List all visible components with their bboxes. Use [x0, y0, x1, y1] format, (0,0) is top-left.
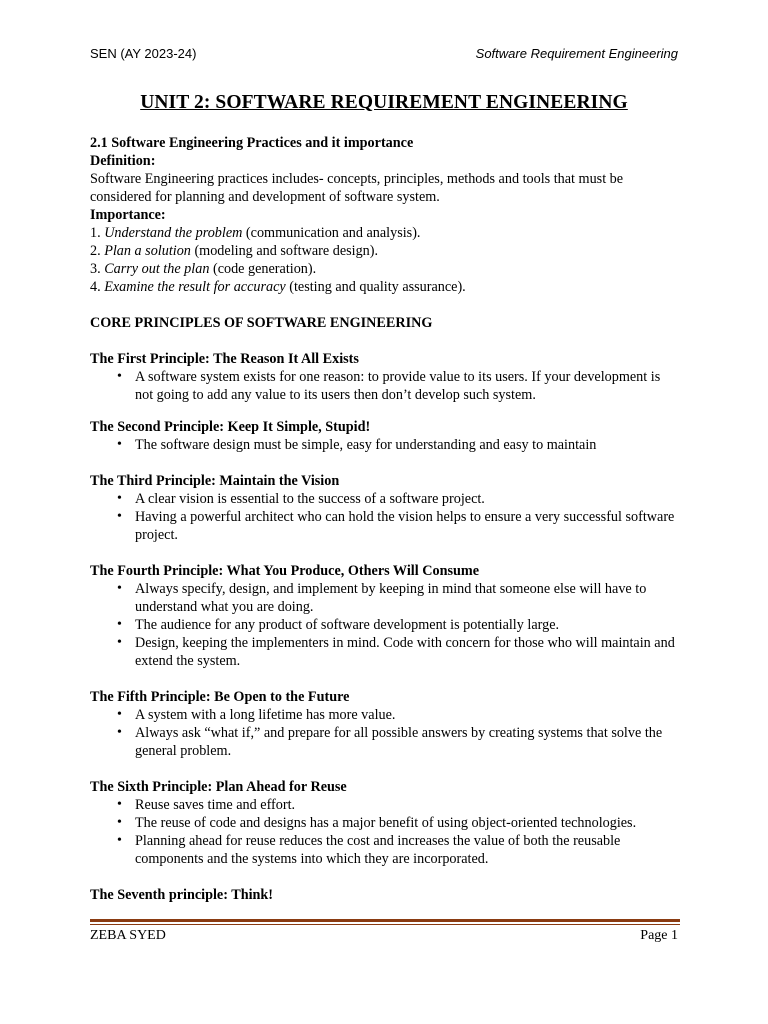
- header-subject-title: Software Requirement Engineering: [475, 46, 678, 61]
- bullet-item: • Design, keeping the implementers in mind. Code with concern for those who will maintain and extend the system.: [135, 634, 680, 670]
- item-detail: (communication and analysis).: [242, 225, 421, 241]
- definition-text: Software Engineering practices includes- concepts, principles, methods and tools that must be considered for planning and development of software system.: [90, 171, 624, 205]
- item-detail: (modeling and software design).: [190, 243, 379, 259]
- footer-author: ZEBA SYED: [90, 928, 166, 943]
- definition-label: Definition:: [90, 153, 156, 169]
- document-body: [90, 134, 680, 904]
- header-course-code: SEN (AY 2023-24): [90, 46, 197, 61]
- item-number: 2.: [90, 243, 105, 259]
- item-emphasis: Carry out the plan: [104, 261, 210, 277]
- bullet-item: • Reuse saves time and effort.: [135, 796, 680, 814]
- bullet-item: • Planning ahead for reuse reduces the cost and increases the value of both the reusable components and the systems into which they are incorporated.: [135, 832, 680, 868]
- importance-item: [90, 260, 680, 278]
- page-title: UNIT 2: SOFTWARE REQUIREMENT ENGINEERING: [140, 92, 628, 113]
- item-emphasis: Examine the result for accuracy: [104, 279, 286, 295]
- principle-heading-2: The Second Principle: Keep It Simple, Stupid!: [90, 419, 371, 435]
- footer-page-number: Page 1: [640, 928, 678, 943]
- principle-bullets-5: [90, 706, 680, 760]
- item-detail: (testing and quality assurance).: [285, 279, 466, 295]
- principle-heading-5: The Fifth Principle: Be Open to the Future: [90, 689, 350, 705]
- item-number: 4.: [90, 279, 105, 295]
- bullet-item: • Always ask “what if,” and prepare for all possible answers by creating systems that solve the general problem.: [135, 724, 680, 760]
- bullet-item: • A clear vision is essential to the success of a software project.: [135, 490, 680, 508]
- importance-item: [90, 224, 680, 242]
- bullet-item: • A system with a long lifetime has more value.: [135, 706, 680, 724]
- principle-bullets-6: [90, 796, 680, 868]
- principle-bullets-4: [90, 580, 680, 670]
- principle-heading-1: The First Principle: The Reason It All Exists: [90, 351, 359, 367]
- core-principles-heading: CORE PRINCIPLES OF SOFTWARE ENGINEERING: [90, 315, 433, 331]
- item-number: 1.: [90, 225, 105, 241]
- bullet-item: • Having a powerful architect who can hold the vision helps to ensure a very successful software project.: [135, 508, 680, 544]
- footer-divider-thin: [90, 924, 680, 925]
- importance-label: Importance:: [90, 207, 166, 223]
- bullet-item: • The software design must be simple, easy for understanding and easy to maintain: [135, 436, 680, 454]
- item-emphasis: Understand the problem: [104, 225, 243, 241]
- importance-item: [90, 242, 680, 260]
- bullet-item: • Always specify, design, and implement by keeping in mind that someone else will have to understand what you are doing.: [135, 580, 680, 616]
- principle-heading-7: The Seventh principle: Think!: [90, 887, 274, 903]
- principle-bullets-2: [90, 436, 680, 454]
- bullet-item: • The reuse of code and designs has a major benefit of using object-oriented technologies.: [135, 814, 680, 832]
- principle-bullets-3: [90, 490, 680, 544]
- bullet-item: • The audience for any product of software development is potentially large.: [135, 616, 680, 634]
- footer-divider: [90, 919, 680, 922]
- section-heading: 2.1 Software Engineering Practices and it importance: [90, 135, 414, 151]
- principle-heading-3: The Third Principle: Maintain the Vision: [90, 473, 340, 489]
- importance-list: [90, 224, 680, 296]
- principle-heading-4: The Fourth Principle: What You Produce, Others Will Consume: [90, 563, 479, 579]
- item-detail: (code generation).: [209, 261, 317, 277]
- principle-heading-6: The Sixth Principle: Plan Ahead for Reuse: [90, 779, 347, 795]
- item-emphasis: Plan a solution: [104, 243, 191, 259]
- importance-item: [90, 278, 680, 296]
- item-number: 3.: [90, 261, 105, 277]
- bullet-item: • A software system exists for one reason: to provide value to its users. If your development is not going to add any value to its users then don’t develop such system.: [135, 368, 680, 404]
- principle-bullets-1: [90, 368, 680, 404]
